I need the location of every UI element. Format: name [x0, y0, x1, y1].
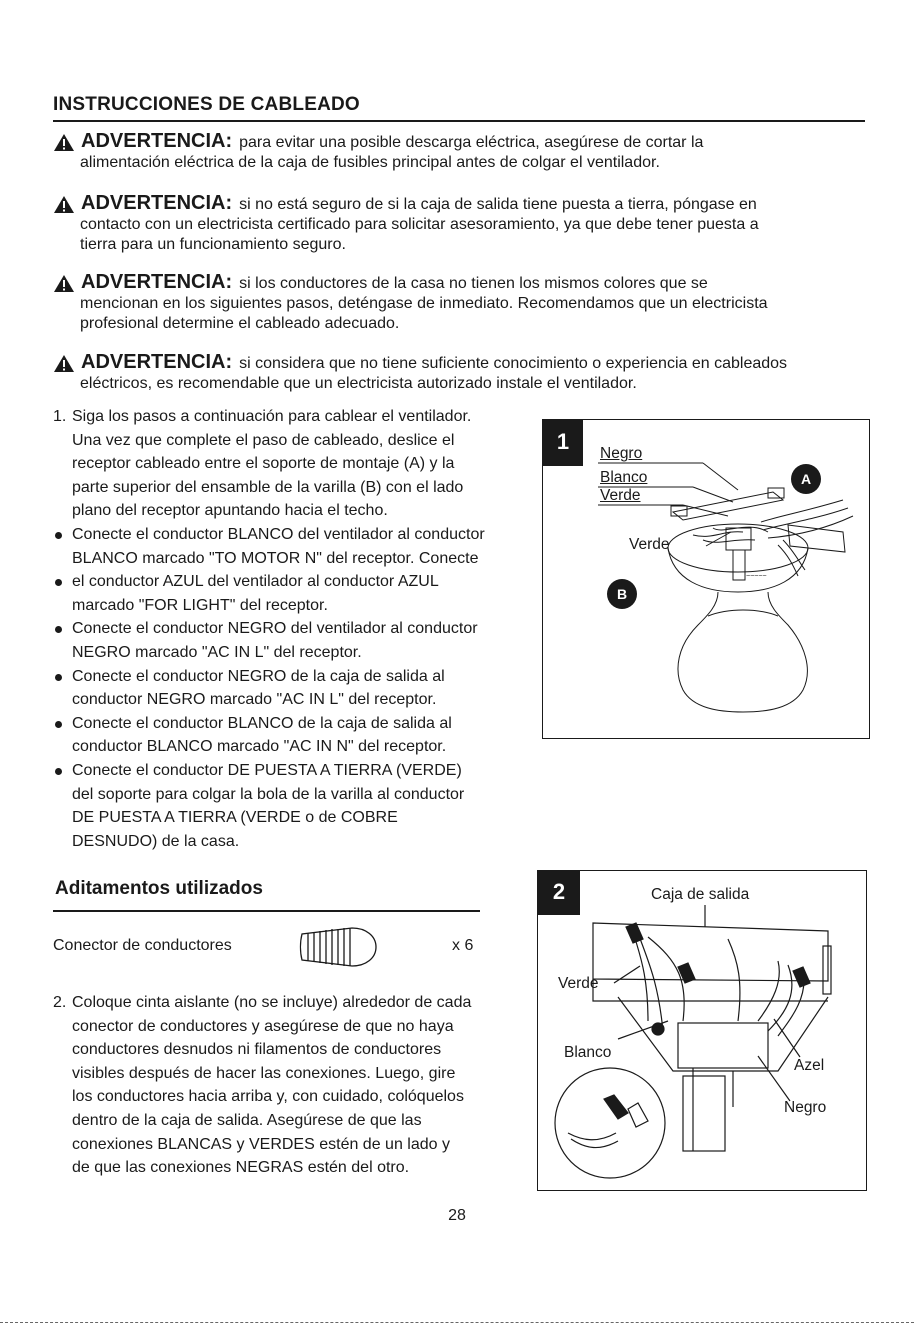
step-line: receptor cableado entre el soporte de montaje (A) y la: [72, 455, 455, 473]
warning-text: mencionan en los siguientes pasos, deténgase de inmediato. Recomendamos que un electricista: [80, 295, 768, 312]
bullet-line: Conecte el conductor NEGRO del ventilador al conductor: [72, 620, 478, 638]
figure-2: [537, 870, 867, 1191]
bullet-icon: [55, 532, 62, 539]
warning-triangle-icon: [53, 354, 75, 373]
warning-block-4: [53, 352, 879, 394]
warning-label: ADVERTENCIA:: [81, 130, 233, 152]
label-azel: Azel: [794, 1057, 825, 1074]
bullet-icon: [55, 674, 62, 681]
bullet-line: NEGRO marcado "AC IN L" del receptor.: [72, 643, 362, 661]
step-line: visibles después de hacer las conexiones. Luego, gire: [72, 1064, 456, 1082]
bullet-item: [53, 712, 543, 759]
warning-block-1: [53, 131, 879, 173]
callout-a-badge: A: [791, 464, 821, 494]
step-line: Coloque cinta aislante (no se incluye) alrededor de cada: [72, 994, 472, 1011]
bullet-item: [53, 617, 543, 664]
ceiling-fan-wiring-drawing: [543, 420, 869, 738]
bullet-line: marcado "FOR LIGHT" del receptor.: [72, 596, 328, 614]
bullet-icon: [55, 768, 62, 775]
step-line: de que las conexiones NEGRAS estén del otro.: [72, 1159, 410, 1177]
warning-text: si no está seguro de si la caja de salida tiene puesta a tierra, póngase en: [239, 196, 757, 213]
label-verde-top: Verde: [600, 487, 641, 504]
bullet-line: BLANCO marcado "TO MOTOR N" del receptor. Conecte: [72, 549, 479, 567]
warning-block-2: [53, 193, 879, 255]
figure-number-badge: 2: [538, 871, 580, 915]
page-number: 28: [448, 1207, 466, 1224]
warning-label: ADVERTENCIA:: [81, 351, 233, 373]
bullet-line: Conecte el conductor NEGRO de la caja de salida al: [72, 667, 445, 685]
bullet-line: DE PUESTA A TIERRA (VERDE o de COBRE: [72, 809, 398, 827]
bullet-line: conductor BLANCO marcado "AC IN N" del receptor.: [72, 738, 447, 756]
warning-text: tierra para un funcionamiento seguro.: [80, 236, 346, 253]
warning-triangle-icon: [53, 274, 75, 293]
step-line: dentro de la caja de salida. Asegúrese de que las: [72, 1111, 422, 1129]
label-blanco: Blanco: [564, 1044, 612, 1061]
warning-text: eléctricos, es recomendable que un electricista autorizado instale el ventilador.: [80, 375, 637, 392]
step-line: Siga los pasos a continuación para cablear el ventilador.: [72, 408, 472, 425]
step-number: 2.: [53, 994, 67, 1011]
figure-number-badge: 1: [543, 420, 583, 466]
callout-b-badge: B: [607, 579, 637, 609]
step-1-intro: [53, 405, 543, 523]
bullet-line: conductor NEGRO marcado "AC IN L" del receptor.: [72, 691, 437, 709]
step-line: conector de conductores y asegúrese de que no haya: [72, 1017, 454, 1035]
step-number: 1.: [53, 408, 67, 425]
bullet-icon: [55, 626, 62, 633]
step-line: conexiones BLANCAS y VERDES estén de un lado y: [72, 1135, 450, 1153]
bullet-icon: [55, 721, 62, 728]
warning-text: alimentación eléctrica de la caja de fusibles principal antes de colgar el ventilador.: [80, 154, 660, 171]
part-name: Conector de conductores: [53, 937, 232, 954]
bullet-icon: [55, 579, 62, 586]
label-verde: Verde: [629, 536, 670, 553]
bullet-item: [53, 523, 543, 570]
label-negro: Negro: [784, 1099, 827, 1116]
warning-block-3: [53, 272, 879, 334]
title-underline: [53, 120, 865, 122]
bullet-line: el conductor AZUL del ventilador al conductor AZUL: [72, 573, 439, 591]
warning-text: para evitar una posible descarga eléctrica, asegúrese de cortar la: [239, 134, 704, 151]
bullet-line: Conecte el conductor BLANCO de la caja de salida al: [72, 714, 452, 732]
parts-underline: [53, 910, 480, 912]
bullet-item: [53, 665, 543, 712]
step-line: conductores desnudos ni filamentos de conductores: [72, 1041, 442, 1059]
label-verde: Verde: [558, 975, 599, 992]
label-negro: Negro: [600, 445, 643, 462]
bullet-item: [53, 570, 543, 617]
step-line: Una vez que complete el paso de cableado, deslice el: [72, 431, 455, 449]
bullet-line: Conecte el conductor BLANCO del ventilador al conductor: [72, 525, 485, 543]
parts-section-title: Aditamentos utilizados: [55, 878, 263, 899]
label-caja-de-salida: Caja de salida: [651, 886, 750, 903]
step-2-instructions: [53, 991, 533, 1180]
outlet-box-wiring-drawing: [538, 871, 866, 1190]
step-line: plano del receptor apuntando hacia el techo.: [72, 502, 388, 520]
step-line: los conductores hacia arriba y, con cuidado, colóquelos: [72, 1088, 464, 1106]
step-1-instructions: [53, 405, 543, 853]
figure-1: [542, 419, 870, 739]
warning-label: ADVERTENCIA:: [81, 271, 233, 293]
warning-triangle-icon: [53, 195, 75, 214]
bullet-item: [53, 759, 543, 853]
wire-connector-icon: [296, 924, 378, 970]
bullet-line: Conecte el conductor DE PUESTA A TIERRA (VERDE): [72, 761, 462, 779]
warning-triangle-icon: [53, 133, 75, 152]
warning-text: profesional determine el cableado adecuado.: [80, 315, 400, 332]
svg-text:~~~~~: ~~~~~: [746, 573, 767, 580]
warning-text: contacto con un electricista certificado para solicitar asesoramiento, ya que debe tener puesta a: [80, 216, 759, 233]
label-blanco: Blanco: [600, 469, 648, 486]
warning-text: si los conductores de la casa no tienen los mismos colores que se: [239, 275, 708, 292]
warning-text: si considera que no tiene suficiente conocimiento o experiencia en cableados: [239, 355, 788, 372]
page-title: INSTRUCCIONES DE CABLEADO: [53, 94, 360, 115]
bullet-line: DESNUDO) de la casa.: [72, 832, 240, 850]
part-quantity: x 6: [452, 937, 474, 954]
bottom-dashed-line: [0, 1322, 914, 1323]
step-line: parte superior del ensamble de la varilla (B) con el lado: [72, 478, 464, 496]
warning-label: ADVERTENCIA:: [81, 192, 233, 214]
bullet-line: del soporte para colgar la bola de la varilla al conductor: [72, 785, 465, 803]
